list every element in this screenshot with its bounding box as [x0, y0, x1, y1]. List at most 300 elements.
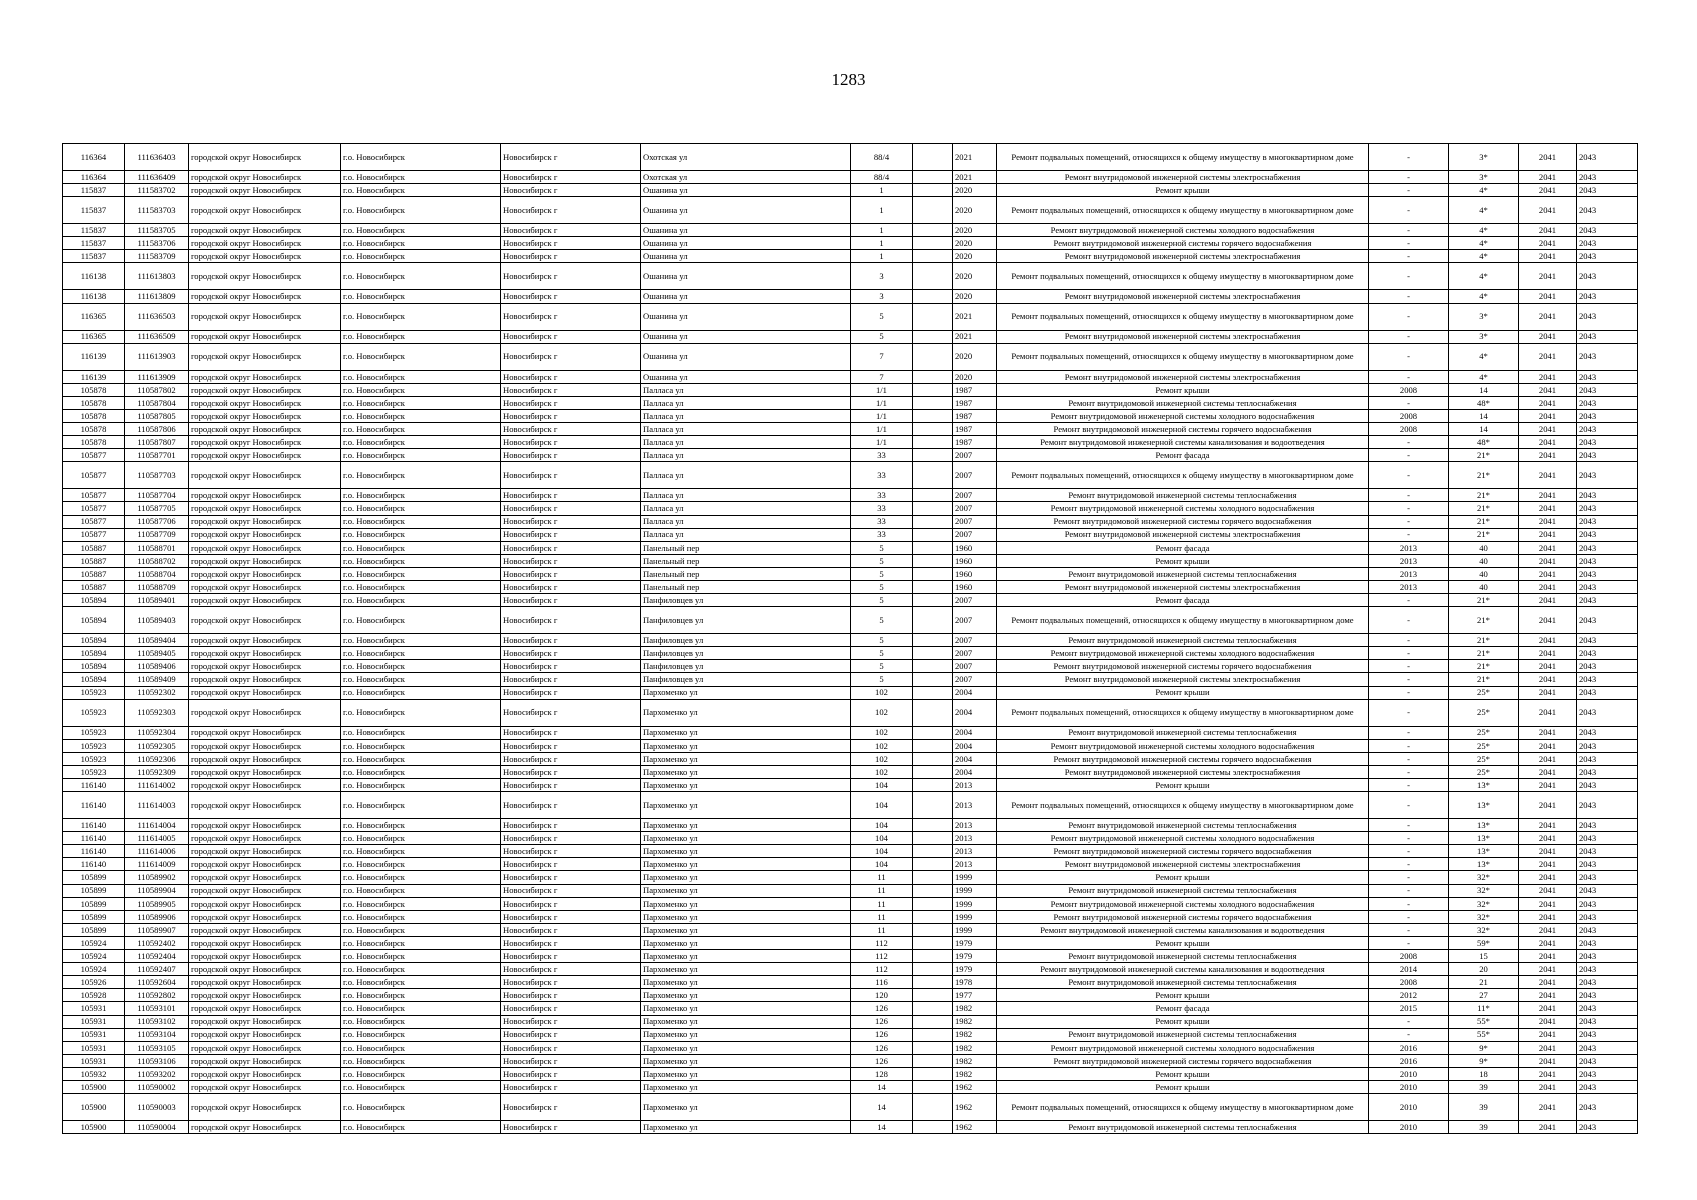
cell-city: Новосибирск г [501, 383, 641, 396]
cell-plan-end: 2043 [1577, 541, 1638, 554]
cell-street: Палласа ул [641, 449, 851, 462]
cell-work-id: 110593202 [125, 1067, 189, 1080]
cell-house-number: 112 [851, 936, 913, 949]
cell-house-id: 116364 [63, 171, 125, 184]
cell-municipality: городской округ Новосибирск [189, 567, 341, 580]
cell-street: Ошанина ул [641, 263, 851, 290]
cell-street: Пархоменко ул [641, 1067, 851, 1080]
cell-plan-start: 2041 [1519, 1080, 1577, 1093]
cell-plan-end: 2043 [1577, 370, 1638, 383]
cell-building [913, 184, 953, 197]
cell-plan-start: 2041 [1519, 541, 1577, 554]
cell-house-number: 5 [851, 303, 913, 330]
cell-municipality: городской округ Новосибирск [189, 144, 341, 171]
cell-plan-end: 2043 [1577, 686, 1638, 699]
cell-building [913, 647, 953, 660]
cell-work-id: 110587806 [125, 423, 189, 436]
cell-last-repair-year: - [1369, 779, 1449, 792]
cell-wear-value: 25* [1449, 765, 1519, 778]
cell-wear-value: 21* [1449, 449, 1519, 462]
cell-building [913, 303, 953, 330]
cell-house-number: 3 [851, 263, 913, 290]
cell-wear-value: 21* [1449, 647, 1519, 660]
cell-house-id: 116140 [63, 792, 125, 819]
cell-last-repair-year: 2010 [1369, 1067, 1449, 1080]
cell-street: Ошанина ул [641, 184, 851, 197]
cell-street: Ошанина ул [641, 370, 851, 383]
cell-house-id: 105924 [63, 963, 125, 976]
cell-plan-end: 2043 [1577, 1041, 1638, 1054]
cell-house-id: 105931 [63, 1028, 125, 1041]
cell-settlement: г.о. Новосибирск [341, 436, 501, 449]
cell-year-built: 1960 [953, 580, 997, 593]
cell-work-id: 110593106 [125, 1054, 189, 1067]
cell-settlement: г.о. Новосибирск [341, 171, 501, 184]
table-row [63, 845, 1638, 858]
cell-plan-end: 2043 [1577, 237, 1638, 250]
cell-settlement: г.о. Новосибирск [341, 370, 501, 383]
cell-work-type: Ремонт внутридомовой инженерной системы теплоснабжения [997, 1121, 1369, 1134]
cell-settlement: г.о. Новосибирск [341, 660, 501, 673]
cell-last-repair-year: - [1369, 263, 1449, 290]
cell-plan-end: 2043 [1577, 1054, 1638, 1067]
cell-work-type: Ремонт внутридомовой инженерной системы горячего водоснабжения [997, 845, 1369, 858]
table-row [63, 423, 1638, 436]
cell-plan-end: 2043 [1577, 171, 1638, 184]
cell-year-built: 2020 [953, 250, 997, 263]
cell-wear-value: 13* [1449, 858, 1519, 871]
cell-wear-value: 40 [1449, 580, 1519, 593]
cell-last-repair-year: - [1369, 290, 1449, 303]
cell-city: Новосибирск г [501, 660, 641, 673]
cell-year-built: 2013 [953, 819, 997, 832]
cell-municipality: городской округ Новосибирск [189, 871, 341, 884]
cell-work-id: 110590004 [125, 1121, 189, 1134]
cell-wear-value: 13* [1449, 779, 1519, 792]
cell-plan-end: 2043 [1577, 792, 1638, 819]
cell-work-type: Ремонт подвальных помещений, относящихся к общему имуществу в многоквартирном доме [997, 343, 1369, 370]
cell-wear-value: 4* [1449, 370, 1519, 383]
cell-house-number: 88/4 [851, 144, 913, 171]
cell-plan-start: 2041 [1519, 897, 1577, 910]
cell-street: Панельный пер [641, 580, 851, 593]
cell-city: Новосибирск г [501, 580, 641, 593]
cell-settlement: г.о. Новосибирск [341, 963, 501, 976]
cell-plan-start: 2041 [1519, 660, 1577, 673]
cell-work-type: Ремонт внутридомовой инженерной системы электроснабжения [997, 250, 1369, 263]
cell-settlement: г.о. Новосибирск [341, 884, 501, 897]
cell-street: Пархоменко ул [641, 739, 851, 752]
cell-plan-start: 2041 [1519, 171, 1577, 184]
cell-wear-value: 3* [1449, 171, 1519, 184]
table-row [63, 765, 1638, 778]
cell-work-type: Ремонт крыши [997, 686, 1369, 699]
cell-year-built: 1960 [953, 541, 997, 554]
cell-wear-value: 4* [1449, 237, 1519, 250]
cell-house-id: 105931 [63, 1054, 125, 1067]
cell-house-id: 115837 [63, 224, 125, 237]
cell-city: Новосибирск г [501, 330, 641, 343]
cell-settlement: г.о. Новосибирск [341, 792, 501, 819]
cell-year-built: 2020 [953, 370, 997, 383]
cell-plan-end: 2043 [1577, 515, 1638, 528]
cell-building [913, 144, 953, 171]
cell-house-number: 102 [851, 686, 913, 699]
cell-last-repair-year: - [1369, 845, 1449, 858]
cell-city: Новосибирск г [501, 950, 641, 963]
cell-building [913, 819, 953, 832]
cell-city: Новосибирск г [501, 462, 641, 489]
cell-wear-value: 32* [1449, 871, 1519, 884]
cell-building [913, 871, 953, 884]
cell-street: Ошанина ул [641, 197, 851, 224]
table-row [63, 647, 1638, 660]
cell-work-id: 110587804 [125, 396, 189, 409]
cell-work-id: 110589907 [125, 923, 189, 936]
cell-city: Новосибирск г [501, 1080, 641, 1093]
cell-house-number: 7 [851, 343, 913, 370]
cell-work-id: 111614005 [125, 832, 189, 845]
cell-house-number: 104 [851, 779, 913, 792]
cell-wear-value: 59* [1449, 936, 1519, 949]
cell-municipality: городской округ Новосибирск [189, 686, 341, 699]
cell-settlement: г.о. Новосибирск [341, 739, 501, 752]
cell-plan-end: 2043 [1577, 739, 1638, 752]
cell-plan-end: 2043 [1577, 184, 1638, 197]
cell-plan-start: 2041 [1519, 330, 1577, 343]
cell-municipality: городской округ Новосибирск [189, 739, 341, 752]
cell-last-repair-year: 2012 [1369, 989, 1449, 1002]
cell-plan-start: 2041 [1519, 436, 1577, 449]
cell-plan-start: 2041 [1519, 250, 1577, 263]
cell-building [913, 197, 953, 224]
cell-building [913, 1121, 953, 1134]
cell-work-id: 111613909 [125, 370, 189, 383]
cell-settlement: г.о. Новосибирск [341, 303, 501, 330]
cell-building [913, 383, 953, 396]
cell-plan-start: 2041 [1519, 739, 1577, 752]
cell-last-repair-year: - [1369, 819, 1449, 832]
cell-work-id: 110589905 [125, 897, 189, 910]
cell-plan-end: 2043 [1577, 396, 1638, 409]
cell-last-repair-year: - [1369, 858, 1449, 871]
cell-wear-value: 21* [1449, 489, 1519, 502]
cell-building [913, 396, 953, 409]
cell-settlement: г.о. Новосибирск [341, 396, 501, 409]
cell-city: Новосибирск г [501, 686, 641, 699]
table-row [63, 580, 1638, 593]
cell-work-type: Ремонт фасада [997, 1002, 1369, 1015]
cell-year-built: 1987 [953, 396, 997, 409]
cell-building [913, 832, 953, 845]
cell-plan-start: 2041 [1519, 144, 1577, 171]
cell-city: Новосибирск г [501, 489, 641, 502]
table-row [63, 197, 1638, 224]
cell-street: Пархоменко ул [641, 819, 851, 832]
cell-building [913, 726, 953, 739]
cell-house-id: 105926 [63, 976, 125, 989]
cell-city: Новосибирск г [501, 1041, 641, 1054]
cell-settlement: г.о. Новосибирск [341, 250, 501, 263]
cell-city: Новосибирск г [501, 1015, 641, 1028]
cell-street: Пархоменко ул [641, 792, 851, 819]
cell-work-id: 110587706 [125, 515, 189, 528]
cell-year-built: 2007 [953, 634, 997, 647]
cell-year-built: 2013 [953, 858, 997, 871]
cell-settlement: г.о. Новосибирск [341, 263, 501, 290]
cell-street: Пархоменко ул [641, 1028, 851, 1041]
cell-work-type: Ремонт внутридомовой инженерной системы канализования и водоотведения [997, 923, 1369, 936]
cell-house-id: 116365 [63, 330, 125, 343]
cell-wear-value: 4* [1449, 250, 1519, 263]
cell-house-id: 105878 [63, 423, 125, 436]
cell-year-built: 2007 [953, 515, 997, 528]
cell-city: Новосибирск г [501, 594, 641, 607]
cell-house-id: 105887 [63, 541, 125, 554]
cell-last-repair-year: 2013 [1369, 567, 1449, 580]
cell-city: Новосибирск г [501, 144, 641, 171]
cell-street: Пархоменко ул [641, 989, 851, 1002]
cell-municipality: городской округ Новосибирск [189, 673, 341, 686]
cell-house-id: 116365 [63, 303, 125, 330]
cell-house-number: 126 [851, 1054, 913, 1067]
cell-work-id: 110589403 [125, 607, 189, 634]
cell-plan-end: 2043 [1577, 950, 1638, 963]
cell-house-number: 1 [851, 224, 913, 237]
table-row [63, 897, 1638, 910]
cell-work-id: 110587709 [125, 528, 189, 541]
cell-wear-value: 15 [1449, 950, 1519, 963]
cell-plan-end: 2043 [1577, 819, 1638, 832]
cell-house-number: 104 [851, 858, 913, 871]
cell-work-id: 110593102 [125, 1015, 189, 1028]
cell-plan-start: 2041 [1519, 370, 1577, 383]
cell-building [913, 1054, 953, 1067]
cell-wear-value: 13* [1449, 792, 1519, 819]
cell-house-number: 5 [851, 594, 913, 607]
cell-house-number: 11 [851, 910, 913, 923]
cell-year-built: 2020 [953, 290, 997, 303]
cell-settlement: г.о. Новосибирск [341, 1067, 501, 1080]
cell-plan-end: 2043 [1577, 567, 1638, 580]
cell-house-id: 105899 [63, 884, 125, 897]
cell-last-repair-year: - [1369, 673, 1449, 686]
cell-work-id: 110592604 [125, 976, 189, 989]
cell-street: Панфиловцев ул [641, 607, 851, 634]
cell-municipality: городской округ Новосибирск [189, 303, 341, 330]
cell-municipality: городской округ Новосибирск [189, 1080, 341, 1093]
cell-plan-end: 2043 [1577, 330, 1638, 343]
table-row [63, 634, 1638, 647]
cell-building [913, 1041, 953, 1054]
cell-house-number: 116 [851, 976, 913, 989]
table-row [63, 1067, 1638, 1080]
cell-settlement: г.о. Новосибирск [341, 197, 501, 224]
cell-work-type: Ремонт внутридомовой инженерной системы канализования и водоотведения [997, 436, 1369, 449]
cell-plan-end: 2043 [1577, 647, 1638, 660]
cell-plan-end: 2043 [1577, 1067, 1638, 1080]
page-number: 1283 [831, 70, 866, 89]
cell-last-repair-year: - [1369, 792, 1449, 819]
registry-body [63, 144, 1638, 1134]
cell-city: Новосибирск г [501, 726, 641, 739]
table-row [63, 1015, 1638, 1028]
cell-work-type: Ремонт внутридомовой инженерной системы холодного водоснабжения [997, 647, 1369, 660]
cell-house-number: 5 [851, 607, 913, 634]
cell-municipality: городской округ Новосибирск [189, 343, 341, 370]
cell-municipality: городской округ Новосибирск [189, 370, 341, 383]
cell-wear-value: 9* [1449, 1041, 1519, 1054]
cell-city: Новосибирск г [501, 884, 641, 897]
cell-city: Новосибирск г [501, 673, 641, 686]
cell-settlement: г.о. Новосибирск [341, 871, 501, 884]
cell-street: Пархоменко ул [641, 910, 851, 923]
cell-municipality: городской округ Новосибирск [189, 263, 341, 290]
cell-house-id: 105894 [63, 634, 125, 647]
cell-settlement: г.о. Новосибирск [341, 594, 501, 607]
cell-street: Панельный пер [641, 541, 851, 554]
cell-wear-value: 3* [1449, 330, 1519, 343]
cell-year-built: 1962 [953, 1094, 997, 1121]
cell-wear-value: 14 [1449, 423, 1519, 436]
cell-wear-value: 21* [1449, 594, 1519, 607]
cell-city: Новосибирск г [501, 197, 641, 224]
cell-house-id: 116139 [63, 370, 125, 383]
cell-street: Панфиловцев ул [641, 594, 851, 607]
cell-work-id: 111636409 [125, 171, 189, 184]
table-row [63, 489, 1638, 502]
cell-street: Пархоменко ул [641, 1002, 851, 1015]
cell-house-number: 14 [851, 1121, 913, 1134]
cell-house-number: 14 [851, 1094, 913, 1121]
cell-year-built: 1999 [953, 910, 997, 923]
cell-plan-start: 2041 [1519, 423, 1577, 436]
cell-house-id: 105900 [63, 1094, 125, 1121]
cell-city: Новосибирск г [501, 897, 641, 910]
cell-plan-start: 2041 [1519, 383, 1577, 396]
cell-work-type: Ремонт фасада [997, 449, 1369, 462]
cell-plan-start: 2041 [1519, 765, 1577, 778]
cell-building [913, 423, 953, 436]
cell-street: Панфиловцев ул [641, 634, 851, 647]
cell-settlement: г.о. Новосибирск [341, 343, 501, 370]
cell-work-type: Ремонт крыши [997, 554, 1369, 567]
cell-work-type: Ремонт крыши [997, 871, 1369, 884]
cell-last-repair-year: - [1369, 449, 1449, 462]
cell-municipality: городской округ Новосибирск [189, 250, 341, 263]
cell-house-number: 11 [851, 871, 913, 884]
cell-street: Панфиловцев ул [641, 647, 851, 660]
cell-city: Новосибирск г [501, 792, 641, 819]
cell-last-repair-year: 2008 [1369, 950, 1449, 963]
cell-plan-start: 2041 [1519, 290, 1577, 303]
cell-municipality: городской округ Новосибирск [189, 989, 341, 1002]
cell-plan-start: 2041 [1519, 237, 1577, 250]
cell-wear-value: 21* [1449, 607, 1519, 634]
cell-house-number: 5 [851, 634, 913, 647]
cell-year-built: 2007 [953, 673, 997, 686]
cell-year-built: 1982 [953, 1054, 997, 1067]
cell-plan-start: 2041 [1519, 489, 1577, 502]
table-row [63, 832, 1638, 845]
cell-last-repair-year: 2008 [1369, 976, 1449, 989]
cell-city: Новосибирск г [501, 963, 641, 976]
cell-last-repair-year: - [1369, 197, 1449, 224]
cell-work-type: Ремонт внутридомовой инженерной системы горячего водоснабжения [997, 423, 1369, 436]
cell-municipality: городской округ Новосибирск [189, 462, 341, 489]
cell-year-built: 2013 [953, 779, 997, 792]
cell-work-type: Ремонт подвальных помещений, относящихся к общему имуществу в многоквартирном доме [997, 197, 1369, 224]
cell-wear-value: 13* [1449, 832, 1519, 845]
cell-house-number: 5 [851, 330, 913, 343]
cell-plan-start: 2041 [1519, 819, 1577, 832]
cell-settlement: г.о. Новосибирск [341, 699, 501, 726]
cell-house-id: 105923 [63, 765, 125, 778]
cell-house-id: 115837 [63, 197, 125, 224]
cell-plan-start: 2041 [1519, 989, 1577, 1002]
cell-work-type: Ремонт внутридомовой инженерной системы теплоснабжения [997, 884, 1369, 897]
cell-street: Пархоменко ул [641, 845, 851, 858]
cell-city: Новосибирск г [501, 1002, 641, 1015]
cell-year-built: 2020 [953, 263, 997, 290]
cell-last-repair-year: - [1369, 884, 1449, 897]
cell-municipality: городской округ Новосибирск [189, 832, 341, 845]
cell-street: Пархоменко ул [641, 765, 851, 778]
cell-plan-start: 2041 [1519, 607, 1577, 634]
cell-plan-start: 2041 [1519, 184, 1577, 197]
cell-municipality: городской округ Новосибирск [189, 936, 341, 949]
cell-municipality: городской округ Новосибирск [189, 765, 341, 778]
cell-house-number: 1 [851, 237, 913, 250]
cell-work-id: 110587701 [125, 449, 189, 462]
cell-house-id: 105878 [63, 436, 125, 449]
cell-street: Пархоменко ул [641, 1041, 851, 1054]
cell-wear-value: 32* [1449, 897, 1519, 910]
cell-city: Новосибирск г [501, 923, 641, 936]
table-row [63, 884, 1638, 897]
cell-street: Пархоменко ул [641, 1094, 851, 1121]
cell-municipality: городской округ Новосибирск [189, 541, 341, 554]
cell-plan-end: 2043 [1577, 634, 1638, 647]
cell-work-id: 110593104 [125, 1028, 189, 1041]
cell-municipality: городской округ Новосибирск [189, 528, 341, 541]
cell-municipality: городской округ Новосибирск [189, 950, 341, 963]
cell-settlement: г.о. Новосибирск [341, 923, 501, 936]
cell-house-number: 33 [851, 489, 913, 502]
cell-house-number: 33 [851, 502, 913, 515]
cell-last-repair-year: - [1369, 699, 1449, 726]
cell-house-id: 116140 [63, 779, 125, 792]
cell-house-id: 105877 [63, 449, 125, 462]
cell-settlement: г.о. Новосибирск [341, 1121, 501, 1134]
cell-wear-value: 48* [1449, 396, 1519, 409]
cell-house-id: 105887 [63, 567, 125, 580]
cell-city: Новосибирск г [501, 423, 641, 436]
table-row [63, 699, 1638, 726]
cell-house-id: 105877 [63, 462, 125, 489]
cell-work-type: Ремонт внутридомовой инженерной системы электроснабжения [997, 765, 1369, 778]
cell-settlement: г.о. Новосибирск [341, 686, 501, 699]
cell-street: Пархоменко ул [641, 963, 851, 976]
cell-municipality: городской округ Новосибирск [189, 396, 341, 409]
cell-plan-start: 2041 [1519, 1002, 1577, 1015]
cell-settlement: г.о. Новосибирск [341, 950, 501, 963]
cell-street: Панельный пер [641, 554, 851, 567]
cell-wear-value: 21* [1449, 528, 1519, 541]
cell-wear-value: 4* [1449, 263, 1519, 290]
cell-plan-end: 2043 [1577, 580, 1638, 593]
cell-work-id: 110590002 [125, 1080, 189, 1093]
